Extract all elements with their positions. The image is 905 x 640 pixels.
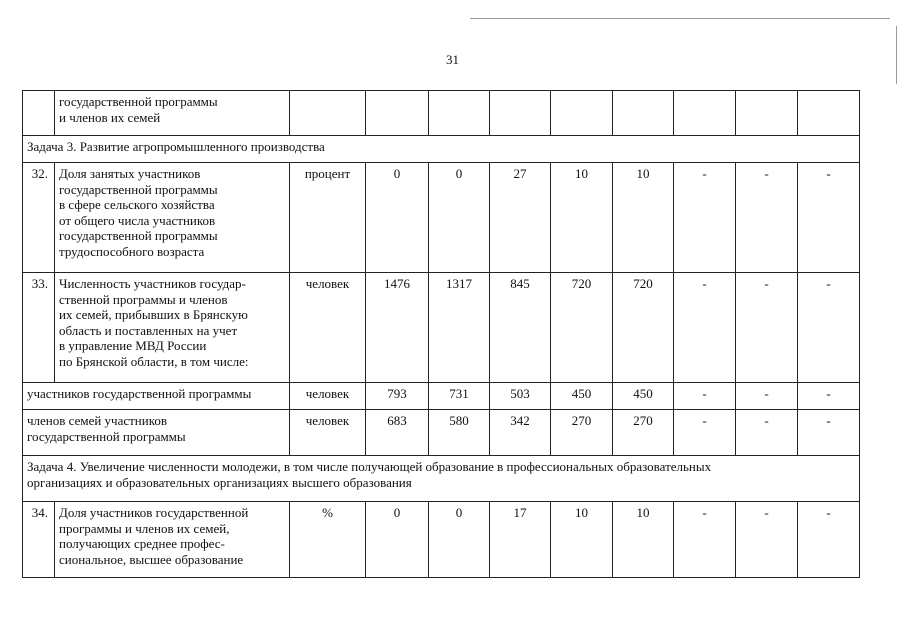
value-cell: - [674, 383, 736, 410]
value-cell: 10 [613, 163, 674, 273]
value-cell: 793 [366, 383, 429, 410]
task-header-row [23, 456, 860, 502]
value-cell: 0 [429, 502, 490, 578]
value-cell: 10 [551, 163, 613, 273]
table-row-continuation [23, 91, 860, 136]
value-cell: - [736, 383, 798, 410]
unit-cell: процент [290, 163, 366, 273]
value-cell: 683 [366, 410, 429, 456]
value-cell: 580 [429, 410, 490, 456]
value-cell: 270 [613, 410, 674, 456]
value-cell: - [736, 410, 798, 456]
row-number-cell [23, 91, 55, 136]
table-row [23, 502, 860, 578]
indicator-cell: государственной программы и членов их семей [55, 91, 290, 136]
value-cell: 270 [551, 410, 613, 456]
unit-cell: человек [290, 410, 366, 456]
value-cell: 0 [366, 502, 429, 578]
scan-artifact-top-line [470, 18, 890, 19]
indicator-cell: Доля занятых участников государственной программы в сфере сельского хозяйства от общего числа участников государственной программы трудоспособного возраста [55, 163, 290, 273]
table-row [23, 163, 860, 273]
row-number: 33. [23, 273, 55, 383]
value-cell: 0 [366, 163, 429, 273]
value-cell: - [736, 502, 798, 578]
indicator-cell: участников государственной программы [23, 383, 290, 410]
value-cell: 27 [490, 163, 551, 273]
value-cell: 450 [551, 383, 613, 410]
table-row [23, 410, 860, 456]
value-cell: 17 [490, 502, 551, 578]
table-row [23, 383, 860, 410]
value-cell: 731 [429, 383, 490, 410]
value-cell: 1317 [429, 273, 490, 383]
task-title: Задача 4. Увеличение численности молодежи, в том числе получающей образование в профессиональных образовательных организациях и образовательных организациях высшего образования [23, 456, 860, 502]
value-cell: - [674, 163, 736, 273]
value-cell: 720 [613, 273, 674, 383]
value-cell: - [674, 410, 736, 456]
unit-cell: % [290, 502, 366, 578]
page-number: 31 [446, 52, 459, 67]
value-cell: 342 [490, 410, 551, 456]
value-cell: 10 [551, 502, 613, 578]
table-row [23, 273, 860, 383]
unit-cell: человек [290, 383, 366, 410]
value-cell: - [674, 273, 736, 383]
value-cell: - [798, 273, 860, 383]
value-cell: - [798, 163, 860, 273]
value-cell: - [736, 273, 798, 383]
row-number: 34. [23, 502, 55, 578]
value-cell: - [798, 383, 860, 410]
row-number: 32. [23, 163, 55, 273]
value-cell: 450 [613, 383, 674, 410]
value-cell: 0 [429, 163, 490, 273]
value-cell: 845 [490, 273, 551, 383]
value-cell: 720 [551, 273, 613, 383]
value-cell: 503 [490, 383, 551, 410]
unit-cell: человек [290, 273, 366, 383]
value-cell: - [736, 163, 798, 273]
indicators-table [22, 90, 860, 578]
indicator-cell: членов семей участников государственной программы [23, 410, 290, 456]
indicator-cell: Доля участников государственной программы и членов их семей, получающих среднее профес- сиональное, высшее образование [55, 502, 290, 578]
value-cell: 1476 [366, 273, 429, 383]
indicator-cell: Численность участников государ- ственной программы и членов их семей, прибывших в Брянскую область и поставленных на учет в управление МВД России по Брянской области, в том числе: [55, 273, 290, 383]
task-title: Задача 3. Развитие агропромышленного производства [23, 136, 860, 163]
value-cell: - [798, 502, 860, 578]
value-cell: 10 [613, 502, 674, 578]
value-cell: - [798, 410, 860, 456]
value-cell: - [674, 502, 736, 578]
task-header-row [23, 136, 860, 163]
